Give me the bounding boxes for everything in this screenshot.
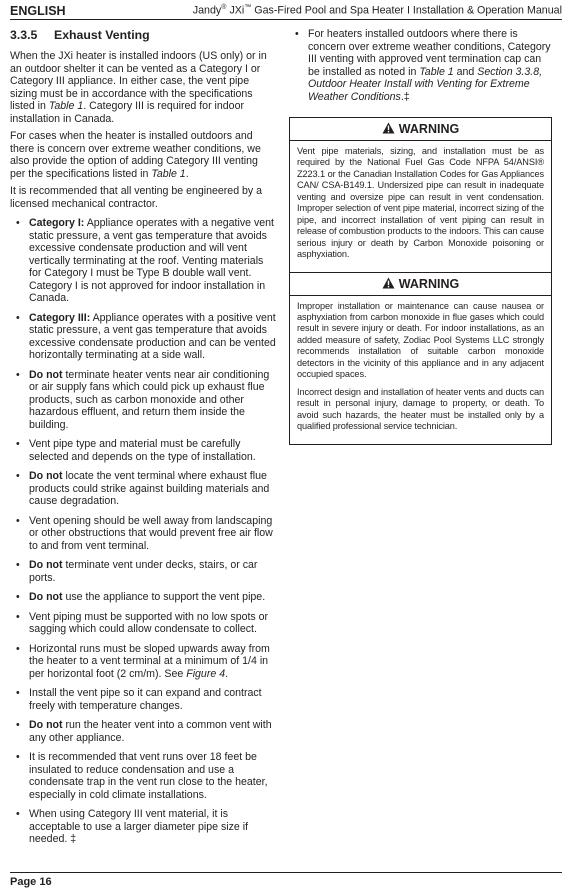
right-column: [289, 28, 552, 445]
warning-header: WARNING: [290, 272, 551, 296]
list-item: • Category III: Appliance operates with a positive vent static pressure, a vent gas temperature that avoids excessive condensate production and can be vented horizontally terminating at a side wall.: [16, 311, 276, 361]
list-item: • Category I: Appliance operates with a negative vent static pressure, a vent gas temperature that avoids excessive condensate production and will vent vertically terminating at the roof. Venting materials for Category I must be Type B double wall vent. Category I is not approved for indoor installation in Canada.: [16, 217, 274, 304]
list-item: • Do not terminate heater vents near air conditioning or air supply fans which could pick up exhaust flue products, such as carbon monoxide and other hazardous effluent, and return them inside the building.: [16, 368, 270, 431]
warning-text-installation: Improper installation or maintenance can cause nausea or asphyxiation from carbon monoxide in flue gases which could result in severe injury or death. For indoor installations, as an added measure of safety, Zodiac Pool Systems LLC strongly recommends installation of suitable carbon monoxide detectors in the vicinity of this appliance and in any adjacent occupied spaces. Incorrect design and installation of heater vents and ducts can result in personal injury, damage to property, or death. To avoid such hazards, the heater must be installed only by a qualified professional service technician.: [297, 300, 544, 432]
page-header: [10, 2, 562, 20]
list-item: • For heaters installed outdoors where there is concern over extreme weather conditions, Category III venting with approved vent termination cap can be installed as noted in Table 1 and Section 3.3.8, Outdoor Heater Install with Venting for Extreme Weather Conditions.‡: [295, 28, 551, 103]
venting-rules-list: [10, 217, 276, 846]
list-item: • Install the vent pipe so it can expand and contract freely with temperature changes.: [16, 687, 262, 712]
page-number: Page 16: [10, 876, 52, 888]
warning-header: WARNING: [290, 118, 551, 141]
page-footer: [10, 872, 562, 888]
list-item: • Vent opening should be well away from landscaping or other obstructions that would prevent free air flow to and from vent terminal.: [16, 514, 273, 552]
intro-paragraph: When the JXi heater is installed indoors (US only) or in an outdoor shelter it can be vented as a Category I or Category III appliance. In either case, the vent pipe sizing must be in accordance with the specifications listed in Table 1. Category III is required for indoor installation in Canada.: [10, 50, 267, 125]
manual-title: Jandy® JXi™ Gas-Fired Pool and Spa Heater I Installation & Operation Manual: [192, 4, 562, 17]
language-label: ENGLISH: [10, 4, 66, 18]
warning-text-vent: Vent pipe materials, sizing, and installation must be as required by the National Fuel Gas Code NFPA 54/ANSI® Z223.1 or the Canadian Installation Codes for Gas Appliances CAN/ CSA-B149.1. Undersized pipe can result in inadequate venting and oversize pipe can result in vent condensation. Improper selection of vent pipe material, incorrect sizing of the pipe, and incorrect installation of vent piping can result in release of combustion products to the indoors. This can cause serious injury or death by Carbon Monoxide poisoning or asphyxiation.: [297, 146, 544, 260]
list-item: • Do not locate the vent terminal where exhaust flue products could strike against building materials and cause degradation.: [16, 470, 270, 507]
outdoor-paragraph: For cases when the heater is installed outdoors and there is concern over extreme weather conditions, we also provide the option of adding Category III venting per the specifications listed in Table 1.: [10, 130, 261, 180]
engineering-paragraph: It is recommended that all venting be engineered by a licensed mechanical contractor.: [10, 185, 263, 210]
warning-triangle-icon: [382, 120, 395, 140]
list-item: • It is recommended that vent runs over 18 feet be insulated to reduce condensation and use a condensate trap in the vent run close to the heater, especially in cold climate installations.: [16, 751, 268, 801]
list-item: • Do not terminate vent under decks, stairs, or car ports.: [16, 559, 258, 584]
list-item: • Vent pipe type and material must be carefully selected and depends on the type of installation.: [16, 438, 256, 463]
list-item: • When using Category III vent material, it is acceptable to use a larger diameter pipe size if needed. ‡: [16, 808, 249, 845]
warning-triangle-icon: [382, 275, 395, 295]
list-item: • Vent piping must be supported with no low spots or sagging which could allow condensate to collect.: [16, 610, 269, 635]
list-item: • Horizontal runs must be sloped upwards away from the heater to a vent terminal at a minimum of 1/4 in per horizontal foot (2 cm/m). See Figure 4.: [16, 642, 270, 680]
list-item: • Do not run the heater vent into a common vent with any other appliance.: [16, 719, 272, 744]
left-column: [10, 28, 276, 853]
list-item: • Do not use the appliance to support the vent pipe.: [16, 591, 266, 603]
warning-box: [289, 117, 552, 445]
section-heading: 3.3.5 Exhaust Venting: [10, 28, 150, 42]
